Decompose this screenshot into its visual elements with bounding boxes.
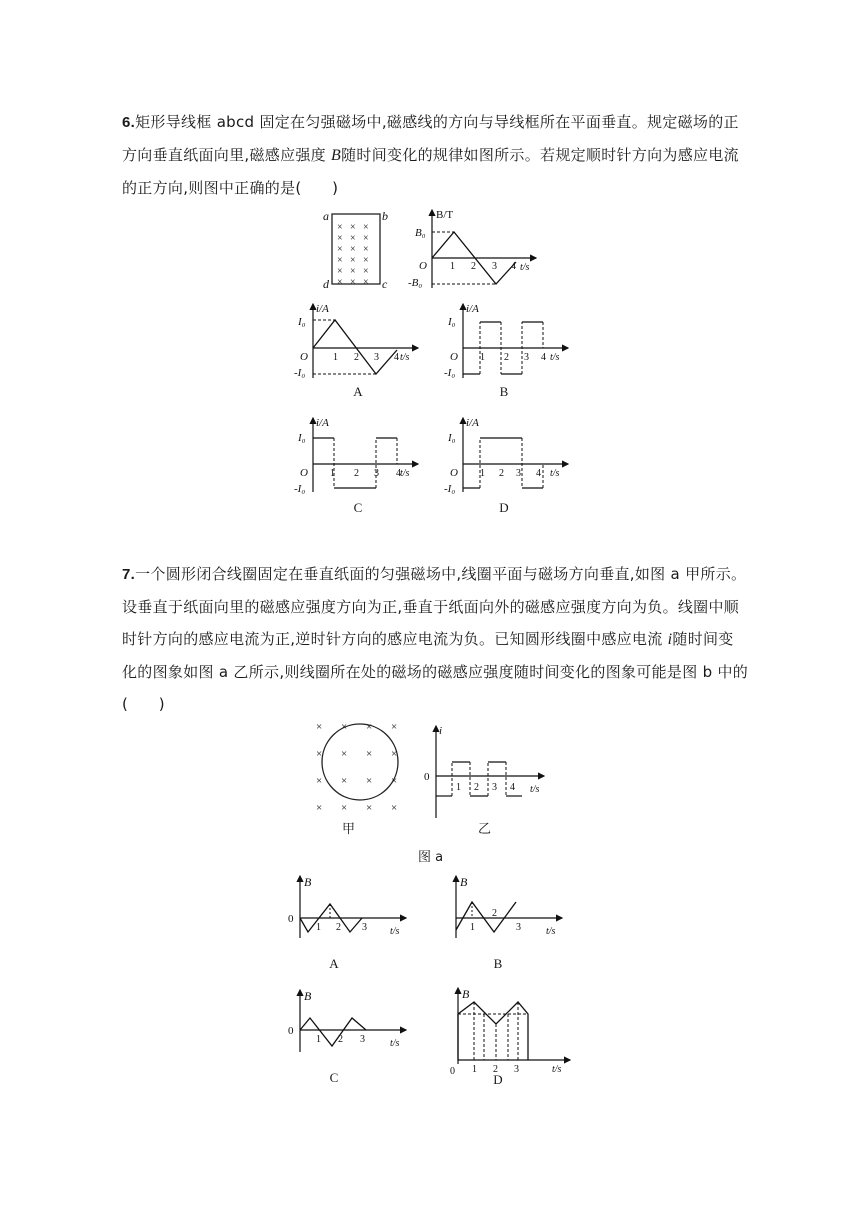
q7-option-c-graph [286, 986, 411, 1056]
field-cross: × [363, 255, 369, 266]
q7-option-b-label: B [493, 956, 503, 971]
q7-option-c-label: C [329, 1070, 339, 1085]
b-pos-label: B₀ [415, 227, 426, 239]
b-neg-label: -B₀ [408, 277, 423, 289]
q7-opt-a-x-label: t/s [390, 926, 400, 937]
q7-option-d-label: D [493, 1072, 503, 1087]
q7-option-a-graph [286, 872, 411, 942]
b-tick-2: 2 [471, 261, 476, 272]
field-cross: × [391, 721, 398, 733]
opt-b-tick-2: 2 [504, 352, 509, 363]
q7-coil-figure [310, 716, 410, 814]
field-cross: × [337, 233, 343, 244]
opt-d-x-label: t/s [550, 468, 560, 479]
field-cross: × [350, 277, 356, 288]
q7-opt-d-x-label: t/s [552, 1064, 562, 1075]
q6-option-b-graph [440, 300, 575, 380]
q7-option-a-label: A [329, 956, 339, 971]
q7-line4: 化的图象如图 a 乙所示,则线圈所在处的磁场的磁感应强度随时间变化的图象可能是图 b 中的 [122, 663, 749, 681]
field-cross: × [363, 266, 369, 277]
i-origin: 0 [424, 771, 430, 783]
opt-b-tick-1: 1 [480, 352, 485, 363]
field-cross: × [337, 222, 343, 233]
q7-opt-a-origin: 0 [288, 913, 294, 925]
opt-b-tick-3: 3 [524, 352, 529, 363]
q7-line1: 7.一个圆形闭合线圈固定在垂直纸面的匀强磁场中,线圈平面与磁场方向垂直,如图 a 甲所示。 [122, 565, 747, 583]
q6-line1: 6.矩形导线框 abcd 固定在匀强磁场中,磁感线的方向与导线框所在平面垂直。规定磁场的正 [122, 113, 739, 131]
q7-opt-d-y-label: B [462, 987, 470, 1001]
circular-coil [322, 724, 398, 800]
q7-opt-b-x-label: t/s [546, 926, 556, 937]
field-cross: × [337, 277, 343, 288]
q6-option-a-label: A [353, 384, 363, 399]
field-cross: × [316, 802, 323, 814]
corner-b: b [382, 209, 388, 223]
fig-a-caption: 图 a [418, 850, 444, 865]
opt-d-tick-2: 2 [499, 468, 504, 479]
opt-a-tick-1: 1 [333, 352, 338, 363]
field-cross: × [391, 748, 398, 760]
q7-opt-a-y-label: B [304, 875, 312, 889]
opt-c-y-label: i/A [316, 417, 329, 429]
i-axis-label: i [439, 725, 443, 737]
field-cross: × [350, 244, 356, 255]
i-tick-2: 2 [474, 782, 479, 793]
q7-opt-d-tick-3: 3 [514, 1064, 519, 1075]
q7-line5: ( ) [122, 695, 165, 713]
q7-opt-c-curve [300, 1018, 366, 1046]
field-cross: × [341, 802, 348, 814]
field-cross: × [341, 775, 348, 787]
field-cross: × [337, 255, 343, 266]
q7-opt-d-tick-1: 1 [472, 1064, 477, 1075]
q7-line3: 时针方向的感应电流为正,逆时针方向的感应电流为负。已知圆形线圈中感应电流 i随时间变 [122, 630, 734, 648]
q7-opt-c-tick-3: 3 [360, 1034, 365, 1045]
opt-c-origin: O [300, 467, 308, 479]
opt-a-origin: O [300, 351, 308, 363]
opt-b-origin: O [450, 351, 458, 363]
opt-d-tick-1: 1 [480, 468, 485, 479]
q7-line2: 设垂直于纸面向里的磁感应强度方向为正,垂直于纸面向外的磁感应强度方向为负。线圈中顺 [122, 598, 740, 616]
q7-opt-a-tick-3: 3 [362, 922, 367, 933]
field-cross: × [363, 222, 369, 233]
b-tick-1: 1 [450, 261, 455, 272]
opt-d-pos: I₀ [448, 432, 456, 444]
field-cross: × [337, 244, 343, 255]
opt-b-neg: -I₀ [444, 367, 456, 379]
b-tick-3: 3 [492, 261, 497, 272]
field-cross: × [391, 775, 398, 787]
opt-b-pos: I₀ [448, 316, 456, 328]
q6-option-a-graph [290, 300, 425, 380]
opt-b-x-label: t/s [550, 352, 560, 363]
opt-d-neg: -I₀ [444, 483, 456, 495]
opt-d-y-label: i/A [466, 417, 479, 429]
q7-option-b-graph [446, 872, 571, 942]
q7-opt-a-tick-2: 2 [336, 922, 341, 933]
opt-b-tick-4: 4 [541, 352, 546, 363]
field-cross: × [391, 802, 398, 814]
opt-c-tick-4: 4 [396, 468, 401, 479]
q7-text [122, 558, 762, 720]
b-x-label: t/s [520, 262, 530, 273]
q6-number: 6. [122, 114, 136, 131]
q7-opt-c-tick-1: 1 [316, 1034, 321, 1045]
corner-c: c [382, 277, 388, 291]
q6-line3: 的正方向,则图中正确的是( ) [122, 179, 339, 197]
corner-a: a [323, 209, 329, 223]
opt-a-tick-3: 3 [374, 352, 379, 363]
field-cross: × [366, 775, 373, 787]
field-cross: × [350, 266, 356, 277]
i-tick-3: 3 [492, 782, 497, 793]
opt-a-neg: -I₀ [294, 367, 306, 379]
opt-c-tick-2: 2 [354, 468, 359, 479]
b-y-label: B/T [436, 209, 454, 221]
field-cross: × [316, 775, 323, 787]
field-cross: × [316, 721, 323, 733]
opt-c-tick-3: 3 [374, 468, 379, 479]
fig-a-yi-label: 乙 [478, 822, 492, 837]
field-cross: × [350, 233, 356, 244]
field-cross: × [350, 255, 356, 266]
q7-opt-c-origin: 0 [288, 1025, 294, 1037]
b-origin: O [419, 260, 427, 272]
q6-line2: 方向垂直纸面向里,磁感应强度 B随时间变化的规律如图所示。若规定顺时针方向为感应电流 [122, 146, 739, 164]
q7-opt-b-y-label: B [460, 875, 468, 889]
q6-option-c-graph [290, 414, 425, 494]
i-tick-4: 4 [510, 782, 515, 793]
q7-number: 7. [122, 566, 136, 583]
opt-b-y-label: i/A [466, 303, 479, 315]
b-tick-4: 4 [511, 261, 516, 272]
q7-opt-d-tick-2: 2 [493, 1064, 498, 1075]
q7-opt-b-tick-2: 2 [492, 908, 497, 919]
field-cross: × [366, 721, 373, 733]
q7-opt-d-origin: 0 [450, 1066, 455, 1077]
opt-c-tick-1: 1 [330, 468, 335, 479]
q7-current-graph [418, 722, 548, 822]
q7-opt-b-tick-1: 1 [470, 922, 475, 933]
q7-opt-a-tick-1: 1 [316, 922, 321, 933]
q6-option-d-graph [440, 414, 575, 494]
q7-opt-c-tick-2: 2 [338, 1034, 343, 1045]
opt-c-neg: -I₀ [294, 483, 306, 495]
field-cross: × [341, 721, 348, 733]
i-tick-1: 1 [456, 782, 461, 793]
field-cross: × [363, 244, 369, 255]
q7-opt-d-curve [458, 1002, 528, 1060]
field-cross: × [350, 222, 356, 233]
opt-a-pos: I₀ [298, 316, 306, 328]
q6-option-d-label: D [499, 500, 509, 515]
opt-a-tick-2: 2 [354, 352, 359, 363]
i-x-label: t/s [530, 784, 540, 795]
opt-a-y-label: i/A [316, 303, 329, 315]
opt-a-tick-4: 4 [394, 352, 399, 363]
opt-d-origin: O [450, 467, 458, 479]
opt-c-pos: I₀ [298, 432, 306, 444]
field-cross: × [366, 748, 373, 760]
q7-opt-b-tick-3: 3 [516, 922, 521, 933]
field-cross: × [366, 802, 373, 814]
q6-option-b-label: B [499, 384, 509, 399]
field-cross: × [363, 233, 369, 244]
field-crosses [337, 222, 369, 288]
field-cross: × [316, 748, 323, 760]
q6-text [122, 106, 762, 204]
q7-opt-b-curve [456, 902, 516, 932]
q6-b-graph [404, 206, 544, 292]
field-cross: × [341, 748, 348, 760]
opt-c-x-label: t/s [400, 468, 410, 479]
q7-option-d-graph [446, 984, 576, 1077]
fig-a-jia-label: 甲 [342, 822, 356, 837]
q6-option-c-label: C [353, 500, 363, 515]
corner-d: d [323, 277, 329, 291]
opt-d-tick-4: 4 [536, 468, 541, 479]
opt-a-curve [313, 320, 397, 374]
field-cross: × [363, 277, 369, 288]
opt-d-tick-3: 3 [516, 468, 521, 479]
q7-opt-c-y-label: B [304, 989, 312, 1003]
q6-frame-figure [320, 206, 390, 290]
opt-a-x-label: t/s [400, 352, 410, 363]
q7-opt-c-x-label: t/s [390, 1038, 400, 1049]
field-cross: × [337, 266, 343, 277]
